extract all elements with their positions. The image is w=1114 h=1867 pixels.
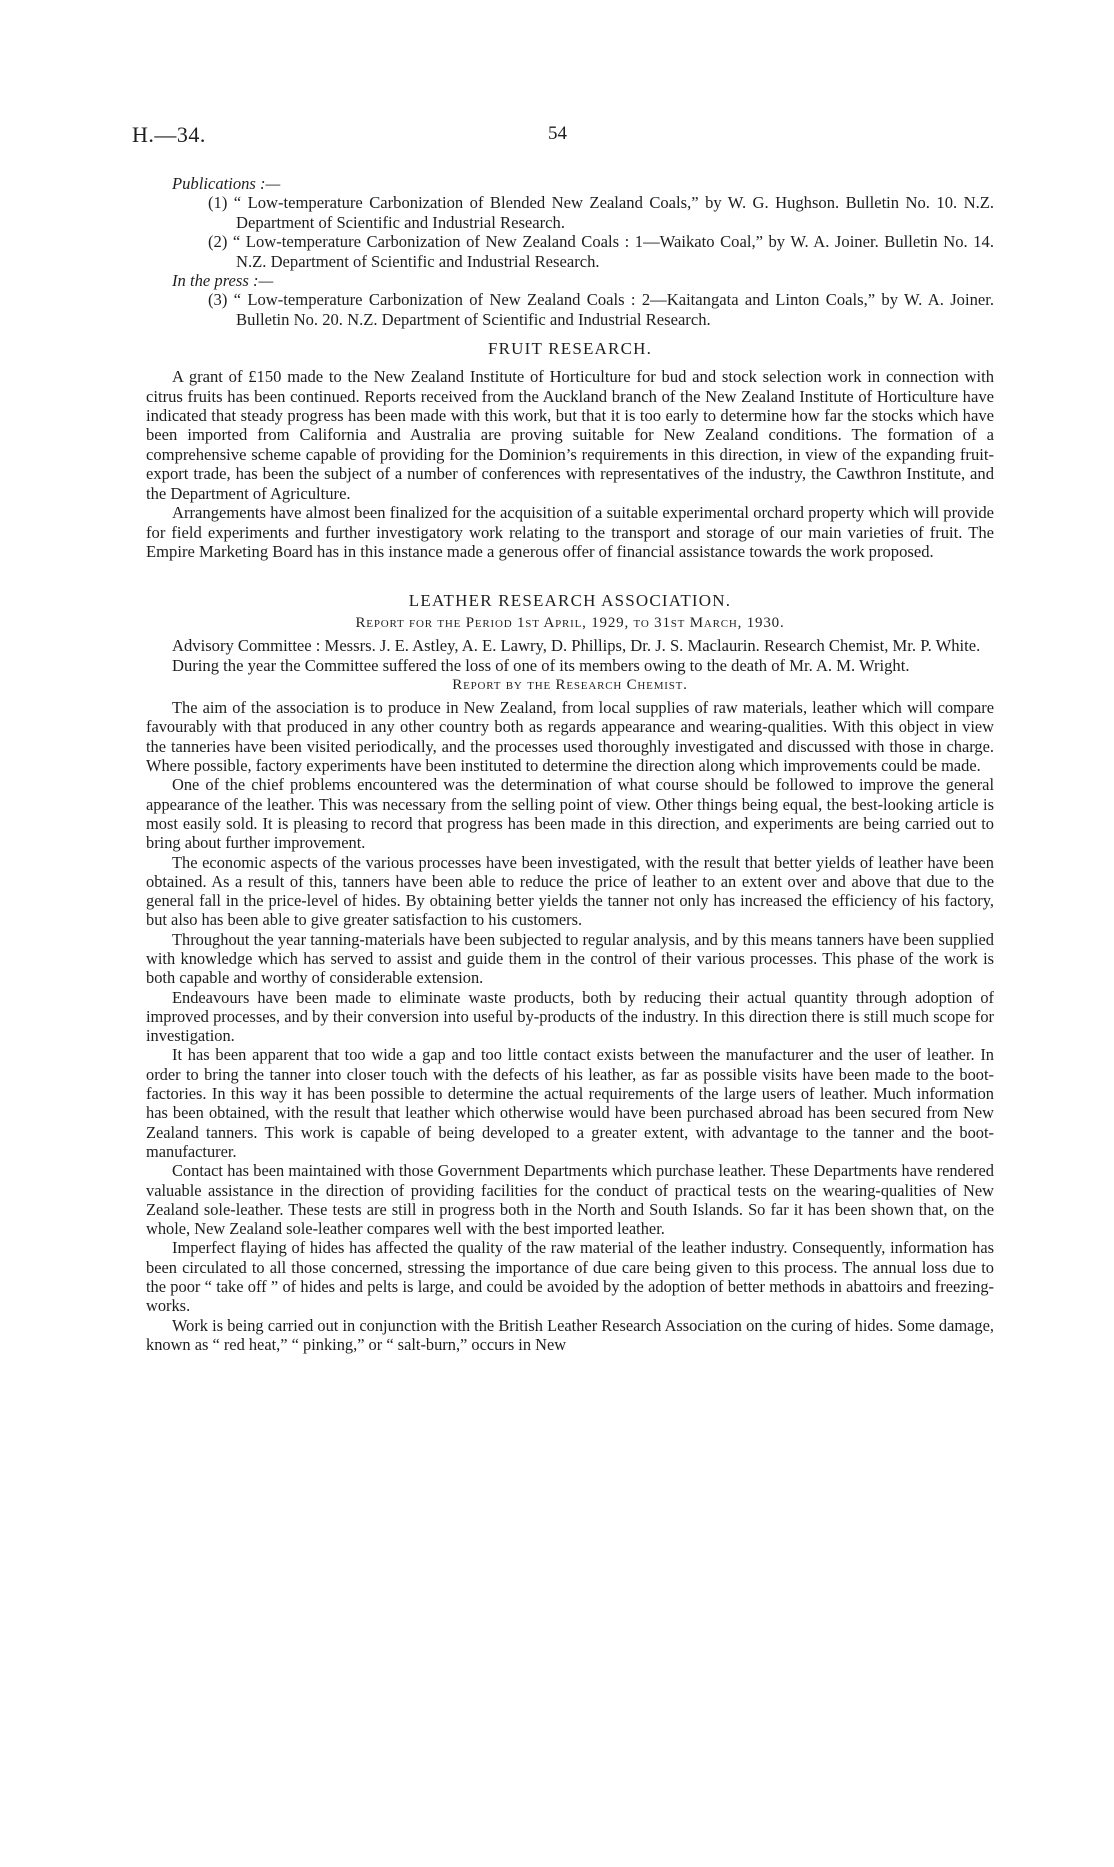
- leather-intro-body: [146, 636, 994, 675]
- fruit-research-heading: FRUIT RESEARCH.: [487, 339, 653, 359]
- document-page: [132, 118, 994, 1354]
- paragraph: Advisory Committee : Messrs. J. E. Astley, A. E. Lawry, D. Phillips, Dr. J. S. Maclaurin. Research Chemist, Mr. P. White.: [172, 636, 981, 656]
- paragraph: The economic aspects of the various processes have been investigated, with the result that better yields of leather have been obtained. As a result of this, tanners have been able to reduce the price of leather to an extent over and above that due to the general fall in the price-level of hides. By obtaining better yields the tanner not only has increased the efficiency of his factory, but also has been able to give greater satisfaction to his customers.: [146, 852, 994, 930]
- paragraph: Throughout the year tanning-materials have been subjected to regular analysis, and by this means tanners have been supplied with knowledge which has served to assist and guide them in the control of their various processes. This phase of the work is both capable and worthy of considerable extension.: [146, 929, 994, 988]
- publication-item: (2) “ Low-temperature Carbonization of New Zealand Coals : 1—Waikato Coal,” by W. A. Joiner. Bulletin No. 14. N.Z. Department of Scientific and Industrial Research.: [208, 232, 994, 271]
- publications-label: Publications :—: [172, 174, 281, 193]
- page-number: 54: [548, 123, 567, 144]
- paragraph: Imperfect flaying of hides has affected the quality of the raw material of the leather industry. Consequently, information has been circulated to all those concerned, stressing the importance of due care being given to this process. The annual loss due to the poor “ take off ” of hides and pelts is large, and could be avoided by the adoption of better methods in abattoirs and freezing-works.: [146, 1238, 994, 1316]
- paragraph: Arrangements have almost been finalized for the acquisition of a suitable experimental orchard property which will provide for field experiments and further investigatory work relating to the transport and storage of our main varieties of fruit. The Empire Marketing Board has in this instance made a generous offer of financial assistance towards the work proposed.: [146, 503, 994, 561]
- leather-research-heading: LEATHER RESEARCH ASSOCIATION.: [408, 591, 732, 611]
- in-press-label: In the press :—: [172, 271, 274, 291]
- paragraph: One of the chief problems encountered was the determination of what course should be followed to improve the general appearance of the leather. This was necessary from the selling point of view. Other things being equal, the best-looking article is most easily sold. It is pleasing to record that progress has been made in this direction, and experiments are being carried out to bring about further improvement.: [146, 775, 994, 853]
- paragraph: It has been apparent that too wide a gap and too little contact exists between the manufacturer and the user of leather. In order to bring the tanner into closer touch with the defects of his leather, as far as possible visits have been made to the boot-factories. In this way it has been possible to determine the actual requirements of the large users of leather. Much information has been obtained, with the result that leather which otherwise would have been purchased abroad has been secured from New Zealand tanners. This work is capable of being developed to a greater extent, with advantage to the tanner and the boot-manufacturer.: [146, 1045, 994, 1161]
- publication-item: (1) “ Low-temperature Carbonization of Blended New Zealand Coals,” by W. G. Hughson. Bulletin No. 10. N.Z. Department of Scientific and Industrial Research.: [208, 193, 994, 232]
- report-period-subheading: Report for the Period 1st April, 1929, to 31st March, 1930.: [355, 615, 785, 632]
- publication-item: (3) “ Low-temperature Carbonization of New Zealand Coals : 2—Kaitangata and Linton Coals,” by W. A. Joiner. Bulletin No. 20. N.Z. Department of Scientific and Industrial Research.: [208, 290, 994, 329]
- research-chemist-subheading: Report by the Research Chemist.: [452, 677, 688, 694]
- page-header: [132, 118, 994, 158]
- research-chemist-body: [146, 698, 994, 1354]
- paragraph: Work is being carried out in conjunction with the British Leather Research Association on the curing of hides. Some damage, known as “ red heat,” “ pinking,” or “ salt-burn,” occurs in New: [146, 1315, 994, 1354]
- paragraph: Endeavours have been made to eliminate waste products, both by reducing their actual quantity through adoption of improved processes, and by their conversion into useful by-products of the industry. In this direction there is still much scope for investigation.: [146, 987, 994, 1046]
- paragraph: During the year the Committee suffered the loss of one of its members owing to the death of Mr. A. M. Wright.: [172, 655, 910, 675]
- paragraph: A grant of £150 made to the New Zealand Institute of Horticulture for bud and stock selection work in connection with citrus fruits has been continued. Reports received from the Auckland branch of the New Zealand Institute of Horticulture have indicated that steady progress has been made with this work, but that it is too early to determine how far the stocks which have been imported from California and Australia are proving suitable for New Zealand conditions. The formation of a comprehensive scheme capable of providing for the Dominion’s requirements in this direction, in view of the expanding fruit-export trade, has been the subject of a number of conferences with representatives of the industry, the Cawthron Institute, and the Department of Agriculture.: [146, 367, 994, 503]
- paragraph: The aim of the association is to produce in New Zealand, from local supplies of raw materials, leather which will compare favourably with that produced in any other country both as regards appearance and wearing-qualities. With this object in view the tanneries have been visited periodically, and the processes used thoroughly investigated and discussed with those in charge. Where possible, factory experiments have been instituted to determine the direction along which improvements could be made.: [146, 698, 994, 776]
- fruit-research-body: [146, 367, 994, 561]
- publications-section: [146, 174, 994, 329]
- document-reference: H.—34.: [132, 122, 206, 147]
- paragraph: Contact has been maintained with those Government Departments which purchase leather. These Departments have rendered valuable assistance in the direction of providing facilities for the conduct of practical tests on the wearing-qualities of New Zealand sole-leather. These tests are still in progress both in the North and South Islands. So far it has been shown that, on the whole, New Zealand sole-leather compares well with the best imported leather.: [146, 1161, 994, 1239]
